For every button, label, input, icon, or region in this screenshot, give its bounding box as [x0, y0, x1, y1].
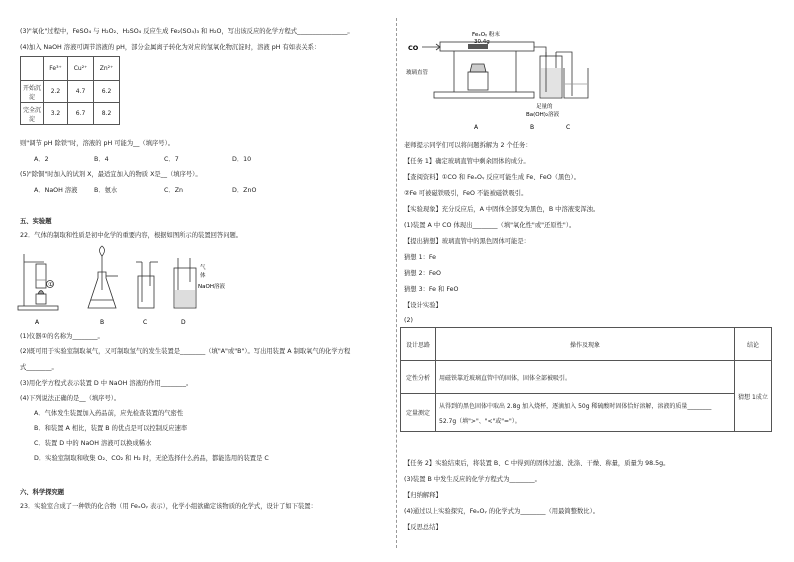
- q5-text: (5)"除铜"时加入的试剂 X，最适宜加入的物质 X是__（填序号）。: [20, 171, 202, 178]
- apparatus-b: [88, 246, 118, 308]
- apparatus-a-tube: [422, 42, 546, 98]
- q22-4: (4)下列说法正确的是__（填序号）。: [20, 395, 121, 402]
- info2-text: ②Fe 可被磁铁吸引，FeO 不能被磁铁吸引。: [404, 190, 528, 197]
- co-label: CO: [408, 44, 419, 52]
- column-divider: [396, 18, 397, 548]
- powder-label: FeₓOᵧ 粉末: [472, 32, 500, 38]
- design-heading: 【设计实验】: [404, 302, 442, 309]
- q4-tail: 则"调节 pH 除铁"时，溶液的 pH 可能为__（填序号）。: [20, 140, 175, 147]
- fig-label-c: C: [566, 124, 571, 131]
- apparatus-c: [136, 262, 158, 308]
- row1-design: 定性分析: [401, 361, 436, 394]
- rq4-text: (4)通过以上实验探究，FeₓOᵧ 的化学式为________（用最简整数比）。: [404, 508, 600, 515]
- q5-option-b: B．氨水: [94, 187, 118, 194]
- q4-option-b: B．4: [94, 156, 109, 163]
- q4-option-a: A．2: [34, 156, 49, 163]
- phenomenon-text: 【实验现象】充分反应后，A 中固体全部变为黑色，B 中溶液变浑浊。: [404, 206, 600, 213]
- gas-label: 气: [200, 265, 206, 271]
- section-6-heading: 六、科学探究题: [20, 489, 65, 496]
- naoh-label: NaOH溶液: [198, 284, 225, 290]
- lab-apparatus-figure: [14, 242, 244, 328]
- ion-cell: 6.2: [94, 81, 120, 103]
- row2-design: 定量测定: [401, 394, 436, 432]
- q22-option-a: A．气体发生装置加入药品前，应先检查装置的气密性: [34, 410, 184, 417]
- ion-row-label: 开始沉淀: [21, 81, 44, 103]
- apparatus-label-c: C: [143, 319, 148, 326]
- ion-cell: 4.7: [67, 81, 93, 103]
- apparatus-b-bottle: [540, 52, 572, 98]
- apparatus-d: [174, 258, 196, 308]
- hypothesis-3: 猜想 3：Fe 和 FeO: [404, 286, 459, 293]
- mass-label: 30.4g: [474, 39, 490, 45]
- q22-3: (3)用化学方程式表示装置 D 中 NaOH 溶液的作用________。: [20, 380, 193, 387]
- ion-row-label: 完全沉淀: [21, 103, 44, 125]
- q22-option-c: C．装置 D 中的 NaOH 溶液可以换成稀水: [34, 440, 152, 447]
- q5-option-a: A．NaOH 溶液: [34, 187, 78, 194]
- info1-text: 【查阅资料】①CO 和 FeₓOᵧ 反应可能生成 Fe、FeO（黑色）。: [404, 174, 581, 181]
- ion-cell: 8.2: [94, 103, 120, 125]
- task1-text: 【任务 1】确定玻璃直管中剩余固体的成分。: [404, 158, 530, 165]
- conclusion-cell: 猜想 1成立: [735, 361, 772, 432]
- head-conclusion: 结论: [735, 328, 772, 361]
- fig-label-a: A: [474, 124, 479, 131]
- ion-cell: 3.2: [44, 103, 68, 125]
- apparatus-label-b: B: [100, 319, 105, 326]
- row2-operation-line2: 52.7g（填">"、"<"或"="）。: [439, 417, 521, 425]
- ion-header-cu: Cu²⁺: [67, 57, 93, 81]
- q5-option-d: D．ZnO: [232, 187, 257, 194]
- head-operation: 操作及现象: [436, 328, 735, 361]
- baoh-label: Ba(OH)₂溶液: [526, 112, 560, 118]
- rq3-text: (3)装置 B 中发生反应的化学方程式为________。: [404, 476, 541, 483]
- hypothesis-question: 【提出猜想】玻璃直管中的黑色固体可能是：: [404, 238, 530, 245]
- instrument-1-marker: ①: [48, 282, 53, 288]
- ion-header-zn: Zn²⁺: [94, 57, 120, 81]
- reflect-heading: 【反思总结】: [404, 524, 442, 531]
- fig-label-b: B: [530, 124, 535, 131]
- q22-text: 22．气体的制取和性质是初中化学的重要内容，根据如图所示的装置回答问题。: [20, 232, 243, 239]
- row2-operation: [436, 394, 735, 432]
- apparatus-c-beaker: [564, 68, 588, 98]
- hypothesis-1: 猜想 1：Fe: [404, 254, 437, 261]
- q5-option-c: C．Zn: [164, 187, 183, 194]
- apparatus-label-d: D: [181, 319, 186, 326]
- ion-ph-table: [20, 56, 120, 125]
- q22-option-d: D．实验室制取和收集 O₂、CO₂ 和 H₂ 时，无论选择什么药品，都能选用的装置是 C: [34, 455, 269, 462]
- ion-cell: 2.2: [44, 81, 68, 103]
- section-5-heading: 五、实验题: [20, 218, 52, 225]
- ion-cell: 6.7: [67, 103, 93, 125]
- body-label: 体: [200, 273, 206, 279]
- q22-1: (1)仪器①的名称为________。: [20, 333, 104, 340]
- ion-header-blank: [21, 57, 44, 81]
- row2-operation-line1: 从得到的黑色固体中取出 2.8g 加入烧杯，逐滴加入 50g 稀硫酸时固体恰好溶解，溶液的质量________: [439, 402, 712, 410]
- experiment-table: [400, 327, 772, 432]
- q23-text: 23．实验室合成了一种铁的化合物（用 FeₓOᵧ 表示），化学小组欲确定该物质的化学式，设计了如下装置：: [20, 503, 317, 510]
- apparatus-label-a: A: [35, 319, 40, 326]
- q22-2: (2)既可用于实验室制取氧气，又可制取氢气的发生装置是________（填"A"或"B"）。写出用装置 A 制取氧气的化学方程: [20, 348, 351, 355]
- head-design: 设计思路: [401, 328, 436, 361]
- excess-label: 足量的: [536, 104, 553, 110]
- tube-label: 玻璃直管: [406, 70, 429, 76]
- q22-2b: 式________。: [20, 364, 58, 371]
- co-reduction-figure: [404, 28, 594, 136]
- rq1-text: (1)装置 A 中 CO 体现出________（填"氧化性"或"还原性"）。: [404, 222, 576, 229]
- calc-heading: 【归纳解释】: [404, 492, 442, 499]
- q4-option-c: C．7: [164, 156, 179, 163]
- row1-operation: 用磁铁靠近玻璃直管中的固体，固体全部被吸引。: [436, 361, 735, 394]
- task2-text: 【任务 2】实验结束后，将装置 B、C 中得到的固体过滤、洗涤、干燥、称量，质量为 98.5g。: [404, 460, 670, 467]
- q3-text: (3)"氧化"过程中，FeSO₄ 与 H₂O₂、H₂SO₄ 反应生成 Fe₂(SO₄)₃ 和 H₂O，写出该反应的化学方程式________________。: [20, 28, 354, 35]
- rq2-text: (2): [404, 317, 413, 324]
- q22-option-b: B．和装置 A 相比，装置 B 的优点是可以控制反应速率: [34, 425, 188, 432]
- q4-option-d: D．10: [232, 156, 252, 163]
- hypothesis-2: 猜想 2：FeO: [404, 270, 442, 277]
- q4-text: (4)加入 NaOH 溶液可调节溶液的 pH，部分金属离子转化为对应的氢氧化物沉淀时，溶液 pH 有如表关系：: [20, 44, 321, 51]
- intro-text: 老师提示同学们可以将问题拆解为 2 个任务：: [404, 142, 532, 149]
- ion-header-fe: Fe³⁺: [44, 57, 68, 81]
